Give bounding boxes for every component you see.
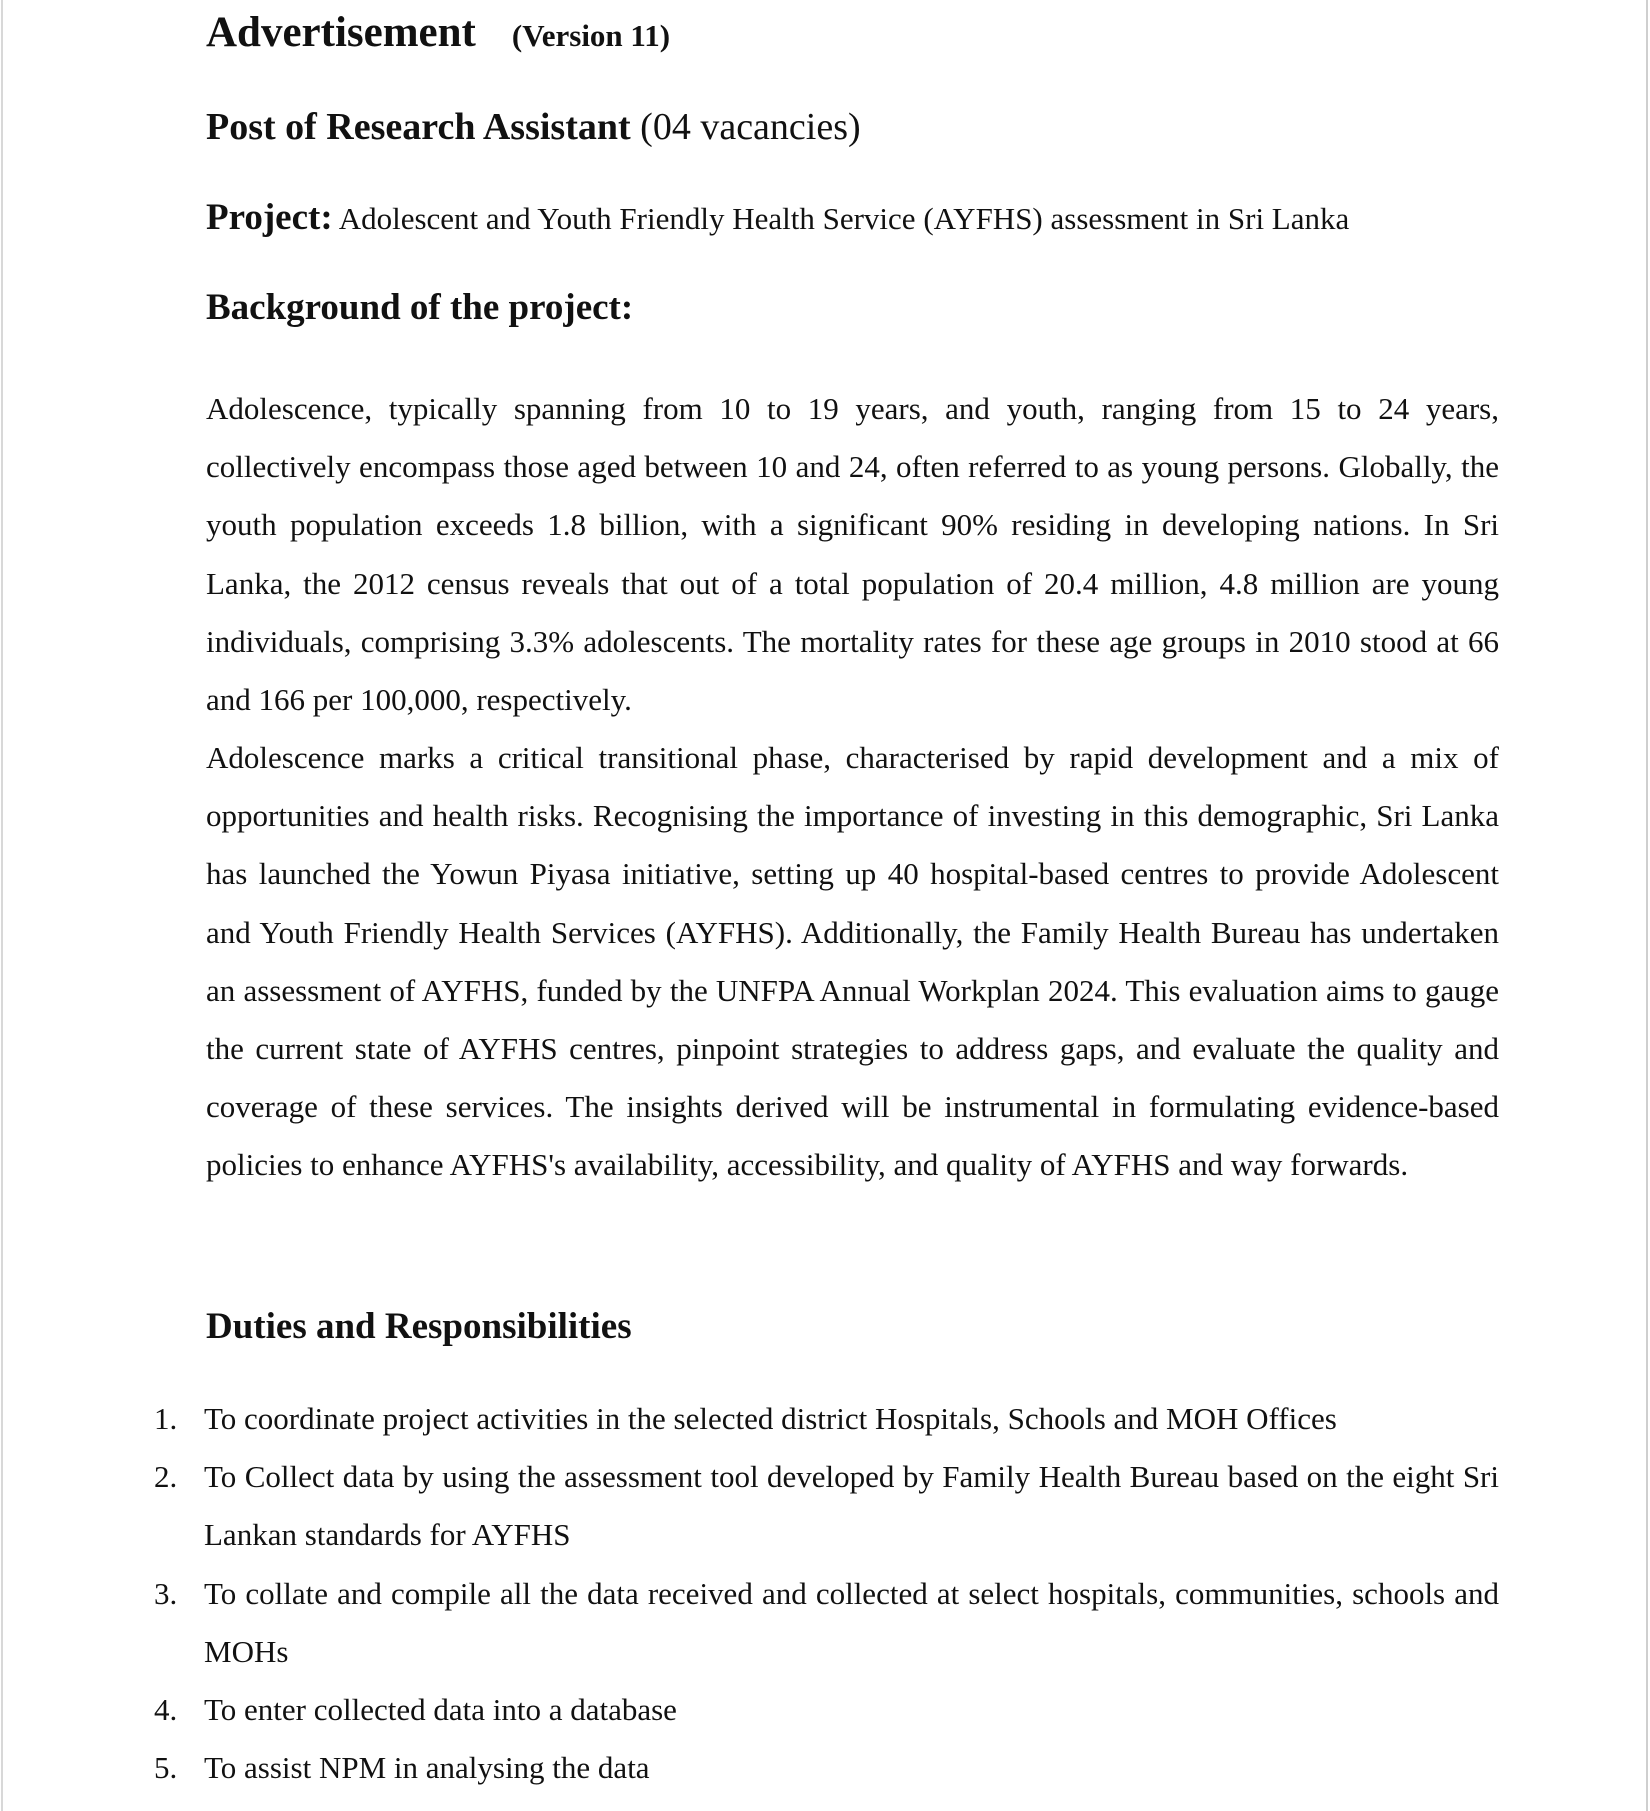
- document-title: Advertisement: [206, 9, 476, 56]
- duty-item: [148, 1390, 1499, 1448]
- duty-item: [148, 1681, 1499, 1739]
- duty-text: To enter collected data into a database: [204, 1692, 677, 1728]
- duty-text: To assist NPM in analysing the data: [204, 1750, 650, 1786]
- project-label: Project:: [206, 197, 333, 238]
- duty-number: 2.: [154, 1459, 178, 1495]
- document-title-line: [206, 8, 670, 57]
- duty-text: To Collect data by using the assessment tool developed by Family Health Bureau based on the eight Sri Lankan standards for AYFHS: [204, 1459, 1499, 1553]
- duties-list: [148, 1390, 1499, 1797]
- duty-text: To coordinate project activities in the selected district Hospitals, Schools and MOH Offices: [204, 1401, 1337, 1436]
- background-heading: Background of the project:: [206, 287, 634, 328]
- background-paragraph-1: Adolescence, typically spanning from 10 to 19 years, and youth, ranging from 15 to 24 years, collectively encompass those aged between 10 and 24, often referred to as young persons. Globally, the youth population exceeds 1.8 billion, with a significant 90% residing in developing nations. In Sri Lanka, the 2012 census reveals that out of a total population of 20.4 million, 4.8 million are young individuals, comprising 3.3% adolescents. The mortality rates for these age groups in 2010 stood at 66 and 166 per 100,000, respectively.: [206, 391, 1499, 718]
- duty-number: 5.: [154, 1750, 178, 1786]
- duty-number: 1.: [154, 1401, 178, 1436]
- duty-item: [148, 1448, 1499, 1564]
- document-version: (Version 11): [511, 18, 671, 53]
- project-name: Adolescent and Youth Friendly Health Service (AYFHS) assessment in Sri Lanka: [338, 201, 1350, 236]
- duty-text: To collate and compile all the data received and collected at select hospitals, communities, schools and MOHs: [204, 1575, 1499, 1669]
- post-vacancies: (04 vacancies): [640, 106, 861, 148]
- scan-edge-left: [1, 0, 3, 1811]
- duty-item: [148, 1565, 1499, 1681]
- duty-number: 4.: [154, 1692, 178, 1728]
- post-line: [206, 105, 861, 149]
- project-line: [206, 196, 1349, 239]
- duties-heading: Duties and Responsibilities: [206, 1306, 632, 1347]
- post-label: Post of Research Assistant: [206, 106, 631, 148]
- duty-number: 3.: [154, 1575, 178, 1611]
- scan-edge-right: [1646, 0, 1648, 1811]
- background-paragraph-2: Adolescence marks a critical transitional phase, characterised by rapid development and a mix of opportunities and health risks. Recognising the importance of investing in this demographic, Sri Lanka has launched the Yowun Piyasa initiative, setting up 40 hospital-based centres to provide Adolescent and Youth Friendly Health Services (AYFHS). Additionally, the Family Health Bureau has undertaken an assessment of AYFHS, funded by the UNFPA Annual Workplan 2024. This evaluation aims to gauge the current state of AYFHS centres, pinpoint strategies to address gaps, and evaluate the quality and coverage of these services. The insights derived will be instrumental in formulating evidence-based policies to enhance AYFHS's availability, accessibility, and quality of AYFHS and way forwards.: [206, 740, 1499, 1183]
- duty-item: [148, 1739, 1499, 1797]
